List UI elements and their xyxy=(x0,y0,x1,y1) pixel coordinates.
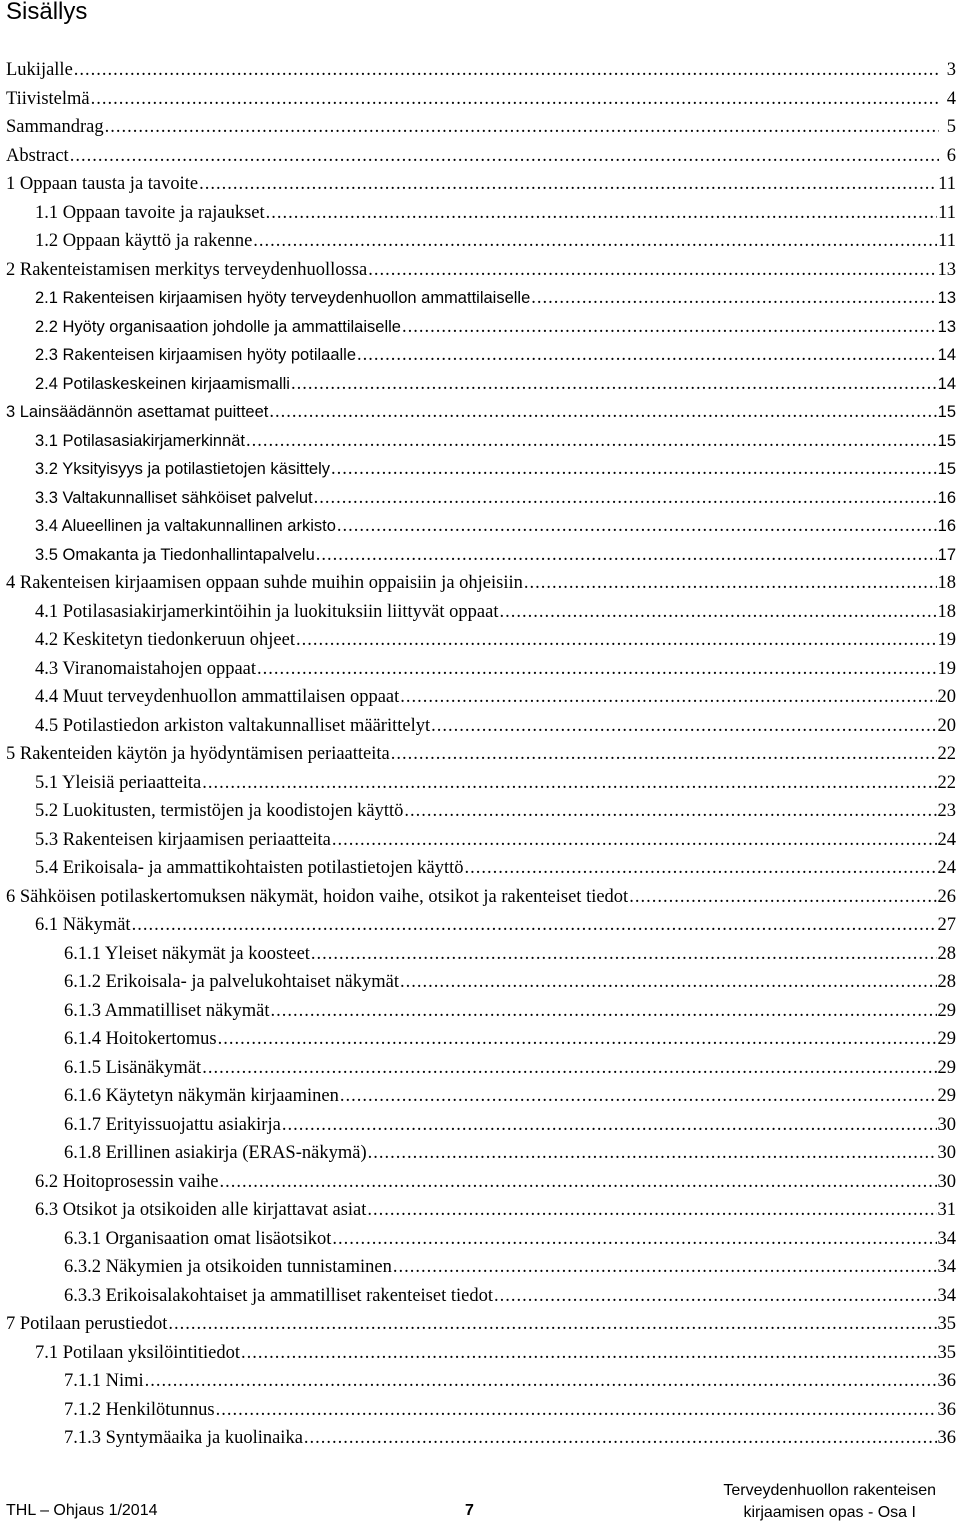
toc-entry-page: 13 xyxy=(938,256,960,285)
toc-entry-title: 3.4 Alueellinen ja valtakunnallinen arkisto xyxy=(35,512,336,541)
toc-entry[interactable] xyxy=(6,512,960,541)
toc-entry-title: 7.1 Potilaan yksilöintitiedot xyxy=(35,1339,240,1368)
toc-dot-leader xyxy=(332,826,937,855)
toc-entry[interactable] xyxy=(6,1196,960,1225)
toc-dot-leader xyxy=(168,1310,936,1339)
table-of-contents xyxy=(6,56,960,1453)
toc-entry-title: 4.1 Potilasasiakirjamerkintöihin ja luokituksiin liittyvät oppaat xyxy=(35,598,498,627)
toc-dot-leader xyxy=(291,370,937,399)
toc-entry-title: 6.3.3 Erikoisalakohtaiset ja ammatilliset rakenteiset tiedot xyxy=(64,1282,493,1311)
footer-title-line-2: kirjaamisen opas - Osa I xyxy=(723,1502,936,1524)
toc-entry[interactable] xyxy=(6,598,960,627)
toc-entry-page: 36 xyxy=(938,1396,960,1425)
toc-entry-title: 2.4 Potilaskeskeinen kirjaamismalli xyxy=(35,370,290,399)
toc-entry[interactable] xyxy=(6,398,960,427)
footer-document-title xyxy=(723,1480,936,1524)
toc-entry-title: 6.1.5 Lisänäkymät xyxy=(64,1054,201,1083)
toc-entry-title: 2.3 Rakenteisen kirjaamisen hyöty potilaalle xyxy=(35,341,356,370)
toc-entry-page: 14 xyxy=(938,370,960,399)
toc-entry-page: 31 xyxy=(938,1196,960,1225)
toc-entry-title: 6.3.2 Näkymien ja otsikoiden tunnistaminen xyxy=(64,1253,392,1282)
toc-entry[interactable] xyxy=(6,769,960,798)
toc-entry-title: 6.1.8 Erillinen asiakirja (ERAS-näkymä) xyxy=(64,1139,367,1168)
toc-entry-page: 19 xyxy=(938,626,960,655)
toc-entry[interactable] xyxy=(6,911,960,940)
toc-dot-leader xyxy=(202,1054,936,1083)
toc-entry-title: 3.3 Valtakunnalliset sähköiset palvelut xyxy=(35,484,313,513)
toc-dot-leader xyxy=(499,598,936,627)
toc-dot-leader xyxy=(282,1111,937,1140)
toc-entry-title: 2 Rakenteistamisen merkitys terveydenhuollossa xyxy=(6,256,367,285)
toc-entry[interactable] xyxy=(6,1396,960,1425)
page-title: Sisällys xyxy=(6,0,87,28)
toc-dot-leader xyxy=(402,313,937,342)
toc-entry[interactable] xyxy=(6,854,960,883)
toc-dot-leader xyxy=(368,1139,937,1168)
toc-entry[interactable] xyxy=(6,1054,960,1083)
toc-entry-title: 5 Rakenteiden käytön ja hyödyntämisen periaatteita xyxy=(6,740,390,769)
toc-entry[interactable] xyxy=(6,1168,960,1197)
toc-dot-leader xyxy=(494,1282,937,1311)
footer-title-line-1: Terveydenhuollon rakenteisen xyxy=(723,1480,936,1502)
toc-entry-title: 6.2 Hoitoprosessin vaihe xyxy=(35,1168,218,1197)
toc-entry[interactable] xyxy=(6,655,960,684)
toc-entry-page: 36 xyxy=(938,1367,960,1396)
toc-entry-page: 28 xyxy=(938,940,960,969)
toc-dot-leader xyxy=(464,854,936,883)
toc-entry[interactable] xyxy=(6,997,960,1026)
toc-entry-title: 4.3 Viranomaistahojen oppaat xyxy=(35,655,256,684)
toc-entry-page: 34 xyxy=(938,1253,960,1282)
toc-entry-title: 7.1.3 Syntymäaika ja kuolinaika xyxy=(64,1424,303,1453)
toc-entry[interactable] xyxy=(6,712,960,741)
toc-entry-page: 22 xyxy=(938,740,960,769)
toc-entry-page: 29 xyxy=(938,997,960,1026)
toc-dot-leader xyxy=(216,1396,937,1425)
toc-entry[interactable] xyxy=(6,284,960,313)
toc-entry-page: 29 xyxy=(938,1054,960,1083)
toc-dot-leader xyxy=(74,56,939,85)
toc-dot-leader xyxy=(404,797,936,826)
toc-entry-page: 30 xyxy=(938,1139,960,1168)
toc-entry[interactable] xyxy=(6,541,960,570)
footer-publication: THL – Ohjaus 1/2014 xyxy=(6,1502,158,1520)
toc-entry[interactable] xyxy=(6,170,960,199)
toc-entry-title: 3.2 Yksityisyys ja potilastietojen käsittely xyxy=(35,455,330,484)
toc-entry-page: 36 xyxy=(938,1424,960,1453)
toc-dot-leader xyxy=(105,113,939,142)
toc-entry[interactable] xyxy=(6,968,960,997)
toc-entry-page: 15 xyxy=(938,427,960,456)
toc-entry-title: 3.1 Potilasasiakirjamerkinnät xyxy=(35,427,245,456)
toc-entry-title: 2.1 Rakenteisen kirjaamisen hyöty terveydenhuollon ammattilaiselle xyxy=(35,284,530,313)
toc-dot-leader xyxy=(70,142,939,171)
toc-entry-title: 1.2 Oppaan käyttö ja rakenne xyxy=(35,227,252,256)
toc-dot-leader xyxy=(314,484,937,513)
toc-entry-page: 16 xyxy=(938,512,960,541)
toc-dot-leader xyxy=(246,427,937,456)
toc-entry[interactable] xyxy=(6,1139,960,1168)
toc-entry[interactable] xyxy=(6,85,960,114)
toc-entry-title: 7.1.2 Henkilötunnus xyxy=(64,1396,215,1425)
toc-dot-leader xyxy=(368,256,936,285)
toc-entry[interactable] xyxy=(6,1282,960,1311)
toc-entry-title: 6.1.1 Yleiset näkymät ja koosteet xyxy=(64,940,310,969)
toc-entry[interactable] xyxy=(6,1367,960,1396)
toc-entry[interactable] xyxy=(6,883,960,912)
toc-entry[interactable] xyxy=(6,341,960,370)
toc-entry-page: 34 xyxy=(938,1225,960,1254)
toc-entry[interactable] xyxy=(6,370,960,399)
toc-entry-page: 18 xyxy=(938,569,960,598)
toc-entry-title: Lukijalle xyxy=(6,56,73,85)
toc-entry-title: 6.3 Otsikot ja otsikoiden alle kirjattavat asiat xyxy=(35,1196,366,1225)
toc-entry-page: 30 xyxy=(938,1168,960,1197)
toc-dot-leader xyxy=(269,398,936,427)
toc-entry-title: 7.1.1 Nimi xyxy=(64,1367,144,1396)
toc-dot-leader xyxy=(340,1082,937,1111)
toc-dot-leader xyxy=(132,911,937,940)
toc-entry[interactable] xyxy=(6,56,960,85)
toc-entry-title: 5.4 Erikoisala- ja ammattikohtaisten potilastietojen käyttö xyxy=(35,854,463,883)
toc-entry-title: 6 Sähköisen potilaskertomuksen näkymät, hoidon vaihe, otsikot ja rakenteiset tiedot xyxy=(6,883,628,912)
toc-dot-leader xyxy=(145,1367,937,1396)
toc-entry-page: 13 xyxy=(938,284,960,313)
toc-entry-page: 20 xyxy=(938,712,960,741)
toc-entry-title: 6.1 Näkymät xyxy=(35,911,131,940)
toc-entry[interactable] xyxy=(6,1310,960,1339)
toc-entry-title: Abstract xyxy=(6,142,69,171)
toc-entry-page: 6 xyxy=(940,142,960,171)
toc-dot-leader xyxy=(219,1168,936,1197)
toc-entry[interactable] xyxy=(6,940,960,969)
toc-entry-page: 15 xyxy=(938,455,960,484)
toc-entry-title: 6.1.2 Erikoisala- ja palvelukohtaiset näkymät xyxy=(64,968,399,997)
toc-entry-title: 4 Rakenteisen kirjaamisen oppaan suhde muihin oppaisiin ja ohjeisiin xyxy=(6,569,523,598)
toc-entry-title: 3.5 Omakanta ja Tiedonhallintapalvelu xyxy=(35,541,315,570)
toc-dot-leader xyxy=(332,1225,936,1254)
toc-dot-leader xyxy=(253,227,937,256)
toc-entry-title: 1.1 Oppaan tavoite ja rajaukset xyxy=(35,199,265,228)
toc-entry-title: 5.1 Yleisiä periaatteita xyxy=(35,769,201,798)
toc-entry[interactable] xyxy=(6,256,960,285)
toc-entry[interactable] xyxy=(6,1339,960,1368)
toc-dot-leader xyxy=(391,740,937,769)
toc-dot-leader xyxy=(257,655,936,684)
toc-entry[interactable] xyxy=(6,142,960,171)
toc-entry[interactable] xyxy=(6,1025,960,1054)
toc-entry-page: 22 xyxy=(938,769,960,798)
toc-entry[interactable] xyxy=(6,626,960,655)
toc-entry[interactable] xyxy=(6,1111,960,1140)
toc-entry-title: 3 Lainsäädännön asettamat puitteet xyxy=(6,398,268,427)
toc-dot-leader xyxy=(431,712,936,741)
toc-entry-title: 1 Oppaan tausta ja tavoite xyxy=(6,170,198,199)
toc-entry-page: 16 xyxy=(938,484,960,513)
toc-entry[interactable] xyxy=(6,1253,960,1282)
toc-dot-leader xyxy=(400,683,936,712)
toc-entry-page: 35 xyxy=(938,1339,960,1368)
toc-entry[interactable] xyxy=(6,1082,960,1111)
toc-dot-leader xyxy=(202,769,936,798)
toc-entry[interactable] xyxy=(6,826,960,855)
toc-entry[interactable] xyxy=(6,427,960,456)
toc-entry-page: 14 xyxy=(938,341,960,370)
toc-dot-leader xyxy=(337,512,937,541)
toc-dot-leader xyxy=(524,569,937,598)
toc-entry-page: 13 xyxy=(938,313,960,342)
toc-entry-page: 23 xyxy=(938,797,960,826)
toc-entry[interactable] xyxy=(6,113,960,142)
toc-entry[interactable] xyxy=(6,484,960,513)
toc-entry-page: 26 xyxy=(938,883,960,912)
footer-page-number: 7 xyxy=(465,1502,474,1520)
toc-entry-page: 19 xyxy=(938,655,960,684)
toc-entry-page: 3 xyxy=(940,56,960,85)
toc-entry-title: 6.3.1 Organisaation omat lisäotsikot xyxy=(64,1225,331,1254)
toc-entry-page: 34 xyxy=(938,1282,960,1311)
toc-entry-title: 7 Potilaan perustiedot xyxy=(6,1310,167,1339)
toc-entry-title: 6.1.4 Hoitokertomus xyxy=(64,1025,217,1054)
toc-dot-leader xyxy=(400,968,937,997)
toc-entry-page: 20 xyxy=(938,683,960,712)
toc-entry-title: 6.1.6 Käytetyn näkymän kirjaaminen xyxy=(64,1082,339,1111)
toc-dot-leader xyxy=(531,284,936,313)
toc-entry-title: 6.1.3 Ammatilliset näkymät xyxy=(64,997,270,1026)
toc-entry[interactable] xyxy=(6,1225,960,1254)
toc-entry-title: 4.4 Muut terveydenhuollon ammattilaisen oppaat xyxy=(35,683,399,712)
toc-dot-leader xyxy=(91,85,939,114)
toc-entry-page: 11 xyxy=(938,227,960,256)
toc-entry[interactable] xyxy=(6,313,960,342)
toc-entry[interactable] xyxy=(6,227,960,256)
toc-dot-leader xyxy=(311,940,937,969)
toc-dot-leader xyxy=(331,455,937,484)
toc-dot-leader xyxy=(629,883,936,912)
toc-entry-title: Tiivistelmä xyxy=(6,85,90,114)
toc-entry-page: 28 xyxy=(938,968,960,997)
page-footer xyxy=(0,1478,960,1523)
toc-entry-page: 35 xyxy=(938,1310,960,1339)
toc-entry-page: 24 xyxy=(938,826,960,855)
toc-entry-page: 11 xyxy=(938,170,960,199)
toc-dot-leader xyxy=(296,626,937,655)
toc-entry[interactable] xyxy=(6,1424,960,1453)
toc-entry-page: 4 xyxy=(940,85,960,114)
toc-dot-leader xyxy=(271,997,937,1026)
toc-entry-title: 4.5 Potilastiedon arkiston valtakunnalliset määrittelyt xyxy=(35,712,430,741)
toc-entry[interactable] xyxy=(6,740,960,769)
toc-entry-page: 29 xyxy=(938,1082,960,1111)
toc-dot-leader xyxy=(241,1339,936,1368)
toc-entry-title: 2.2 Hyöty organisaation johdolle ja ammattilaiselle xyxy=(35,313,401,342)
toc-dot-leader xyxy=(357,341,937,370)
toc-dot-leader xyxy=(316,541,937,570)
toc-dot-leader xyxy=(266,199,938,228)
toc-entry-page: 29 xyxy=(938,1025,960,1054)
toc-entry-title: 5.2 Luokitusten, termistöjen ja koodistojen käyttö xyxy=(35,797,403,826)
toc-entry-title: Sammandrag xyxy=(6,113,104,142)
toc-entry-page: 30 xyxy=(938,1111,960,1140)
toc-dot-leader xyxy=(367,1196,936,1225)
toc-entry-title: 4.2 Keskitetyn tiedonkeruun ohjeet xyxy=(35,626,295,655)
toc-entry-title: 5.3 Rakenteisen kirjaamisen periaatteita xyxy=(35,826,331,855)
toc-entry-page: 24 xyxy=(938,854,960,883)
toc-entry-page: 11 xyxy=(938,199,960,228)
toc-entry-page: 17 xyxy=(938,541,960,570)
toc-entry-title: 6.1.7 Erityissuojattu asiakirja xyxy=(64,1111,281,1140)
toc-entry[interactable] xyxy=(6,455,960,484)
toc-entry[interactable] xyxy=(6,683,960,712)
toc-entry[interactable] xyxy=(6,199,960,228)
toc-dot-leader xyxy=(218,1025,937,1054)
toc-entry[interactable] xyxy=(6,797,960,826)
toc-entry[interactable] xyxy=(6,569,960,598)
toc-entry-page: 27 xyxy=(938,911,960,940)
toc-dot-leader xyxy=(199,170,937,199)
toc-dot-leader xyxy=(304,1424,937,1453)
toc-entry-page: 15 xyxy=(938,398,960,427)
toc-dot-leader xyxy=(393,1253,937,1282)
toc-entry-page: 18 xyxy=(938,598,960,627)
toc-entry-page: 5 xyxy=(940,113,960,142)
